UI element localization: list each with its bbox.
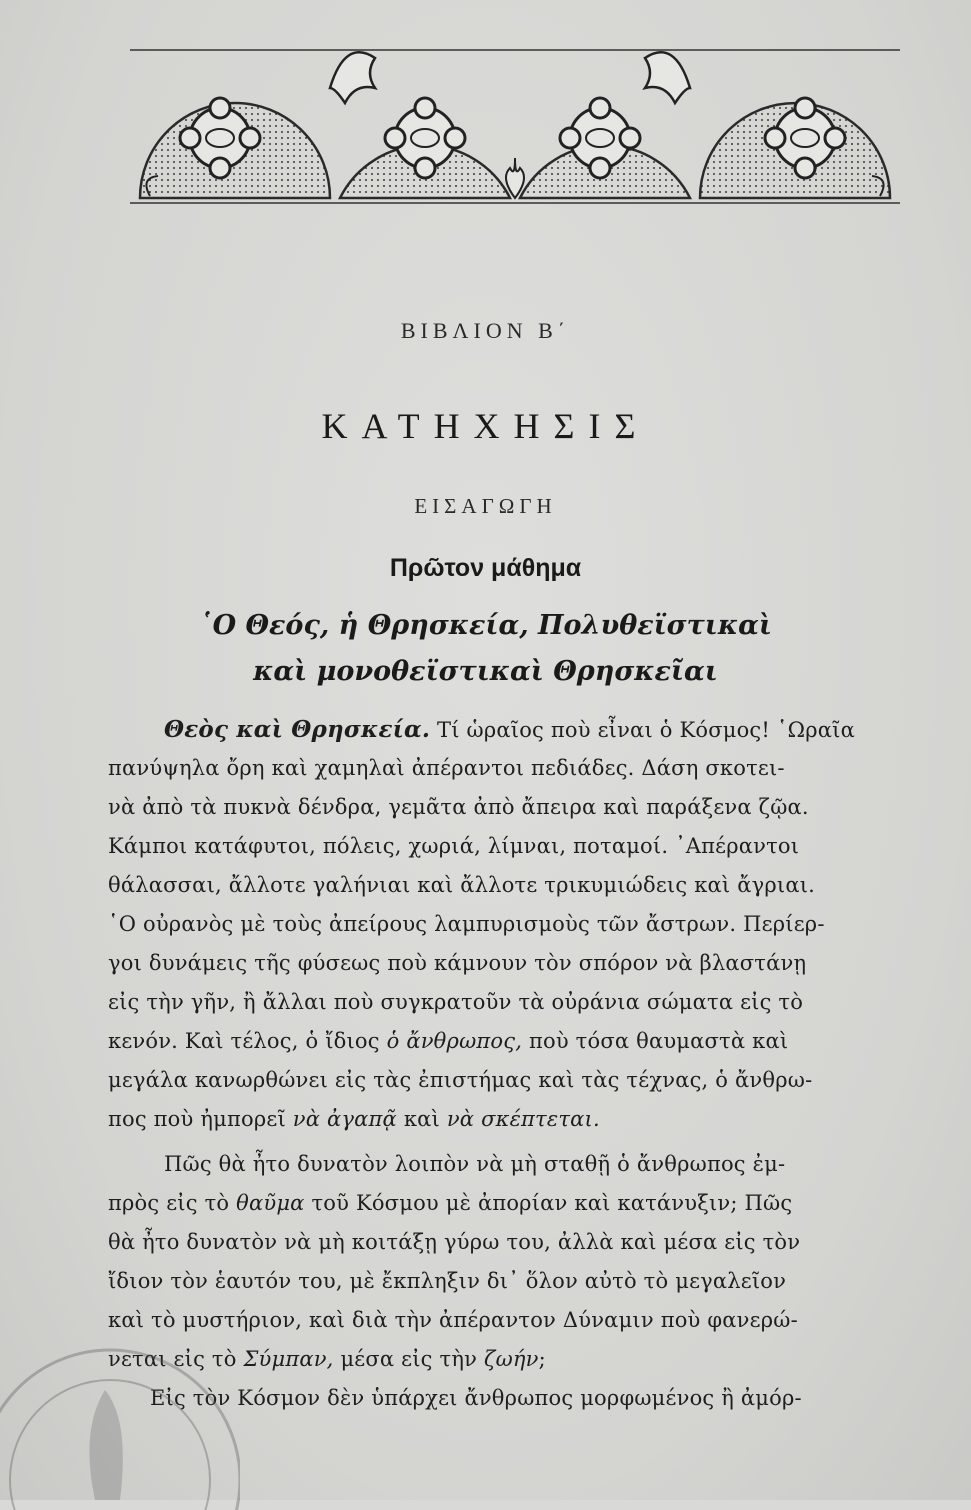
decorative-headpiece-ornament [130, 28, 900, 218]
text-line [108, 1029, 908, 1053]
italic-text-span: νὰ ἀγαπᾷ [292, 1107, 397, 1131]
text-line: Πῶς θὰ ἦτο δυνατὸν λοιπὸν νὰ μὴ σταθῇ ὁ ἄνθρωπος ἐμ- [164, 1152, 786, 1176]
text-line: γοι δυνάμεις τῆς φύσεως ποὺ κάμνουν τὸν σπόρον νὰ βλαστάνῃ [108, 951, 807, 975]
text-line [108, 1107, 908, 1131]
page-title: ΚΑΤΗΧΗΣΙΣ [321, 406, 650, 446]
text-line: Εἰς τὸν Κόσμον δὲν ὑπάρχει ἄνθρωπος μορφωμένος ἢ ἀμόρ- [150, 1386, 802, 1410]
italic-text-span: θαῦμα [236, 1191, 305, 1215]
text-line [108, 1191, 908, 1215]
lesson-heading: Πρῶτον μάθημα [389, 554, 582, 582]
text-line: θὰ ἦτο δυνατὸν νὰ μὴ κοιτάξῃ γύρω του, ἀλλὰ καὶ μέσα εἰς τὸν [108, 1230, 801, 1254]
text-line: πανύψηλα ὄρη καὶ χαμηλαὶ ἀπέραντοι πεδιάδες. Δάση σκοτει- [108, 756, 785, 780]
text-line: ἴδιον τὸν ἑαυτόν του, μὲ ἔκπληξιν δι᾿ ὅλον αὐτὸ τὸ μεγαλεῖον [108, 1269, 787, 1293]
text-line: καὶ τὸ μυστήριον, καὶ διὰ τὴν ἀπέραντον Δύναμιν ποὺ φανερώ- [108, 1308, 798, 1332]
text-line: ῾Ο οὐρανὸς μὲ τοὺς ἀπείρους λαμπυρισμοὺς τῶν ἄστρων. Περίερ- [108, 912, 825, 936]
text-line [164, 716, 908, 743]
text-span: πος ποὺ ἠμπορεῖ [108, 1107, 286, 1131]
text-span: μέσα εἰς τὴν [340, 1347, 478, 1371]
text-span: πρὸς εἰς τὸ [108, 1191, 230, 1215]
text-line: νὰ ἀπὸ τὰ πυκνὰ δένδρα, γεμᾶτα ἀπὸ ἄπειρα καὶ παράξενα ζῷα. [108, 795, 809, 819]
chapter-heading-line-1: ῾Ο Θεός, ἡ Θρησκεία, Πολυθεϊστικαὶ [199, 610, 772, 641]
section-label-introduction: ΕΙΣΑΓΩΓΗ [414, 494, 557, 518]
text-span: κενόν. Καὶ τέλος, ὁ ἴδιος [108, 1029, 380, 1053]
text-line: εἰς τὴν γῆν, ἢ ἄλλαι ποὺ συγκρατοῦν τὰ οὐράνια σώματα εἰς τὸ [108, 990, 804, 1014]
paragraph-lead: Θεὸς καὶ Θρησκεία. [164, 716, 431, 743]
library-stamp-icon [0, 1310, 240, 1510]
book-number-label: ΒΙΒΛΙΟΝ Β΄ [400, 318, 571, 343]
text-span: τοῦ Κόσμου μὲ ἀπορίαν καὶ κατάνυξιν; Πῶς [311, 1191, 793, 1215]
italic-text-span: ὁ ἄνθρωπος, [386, 1029, 523, 1053]
italic-text-span: Σύμπαν, [243, 1347, 334, 1371]
text-line: θάλασσαι, ἄλλοτε γαλήνιαι καὶ ἄλλοτε τρικυμιώδεις καὶ ἄγριαι. [108, 873, 816, 897]
text-span: καὶ [403, 1107, 440, 1131]
italic-text-span: ζωήν [483, 1347, 539, 1371]
text-span: Τί ὡραῖος ποὺ εἶναι ὁ Κόσμος! ῾Ωραῖα [437, 718, 855, 742]
text-line: Κάμποι κατάφυτοι, πόλεις, χωριά, λίμναι, ποταμοί. ᾿Απέραντοι [108, 834, 800, 858]
text-span: ποὺ τόσα θαυμαστὰ καὶ [528, 1029, 789, 1053]
text-span: νεται εἰς τὸ [108, 1347, 237, 1371]
text-line: μεγάλα κανωρθώνει εἰς τὰς ἐπιστήμας καὶ τὰς τέχνας, ὁ ἄνθρω- [108, 1068, 813, 1092]
chapter-heading-line-2: καὶ μονοθεϊστικαὶ Θρησκεῖαι [253, 656, 718, 687]
text-span: ; [538, 1347, 546, 1371]
italic-text-span: νὰ σκέπτεται. [446, 1107, 600, 1131]
